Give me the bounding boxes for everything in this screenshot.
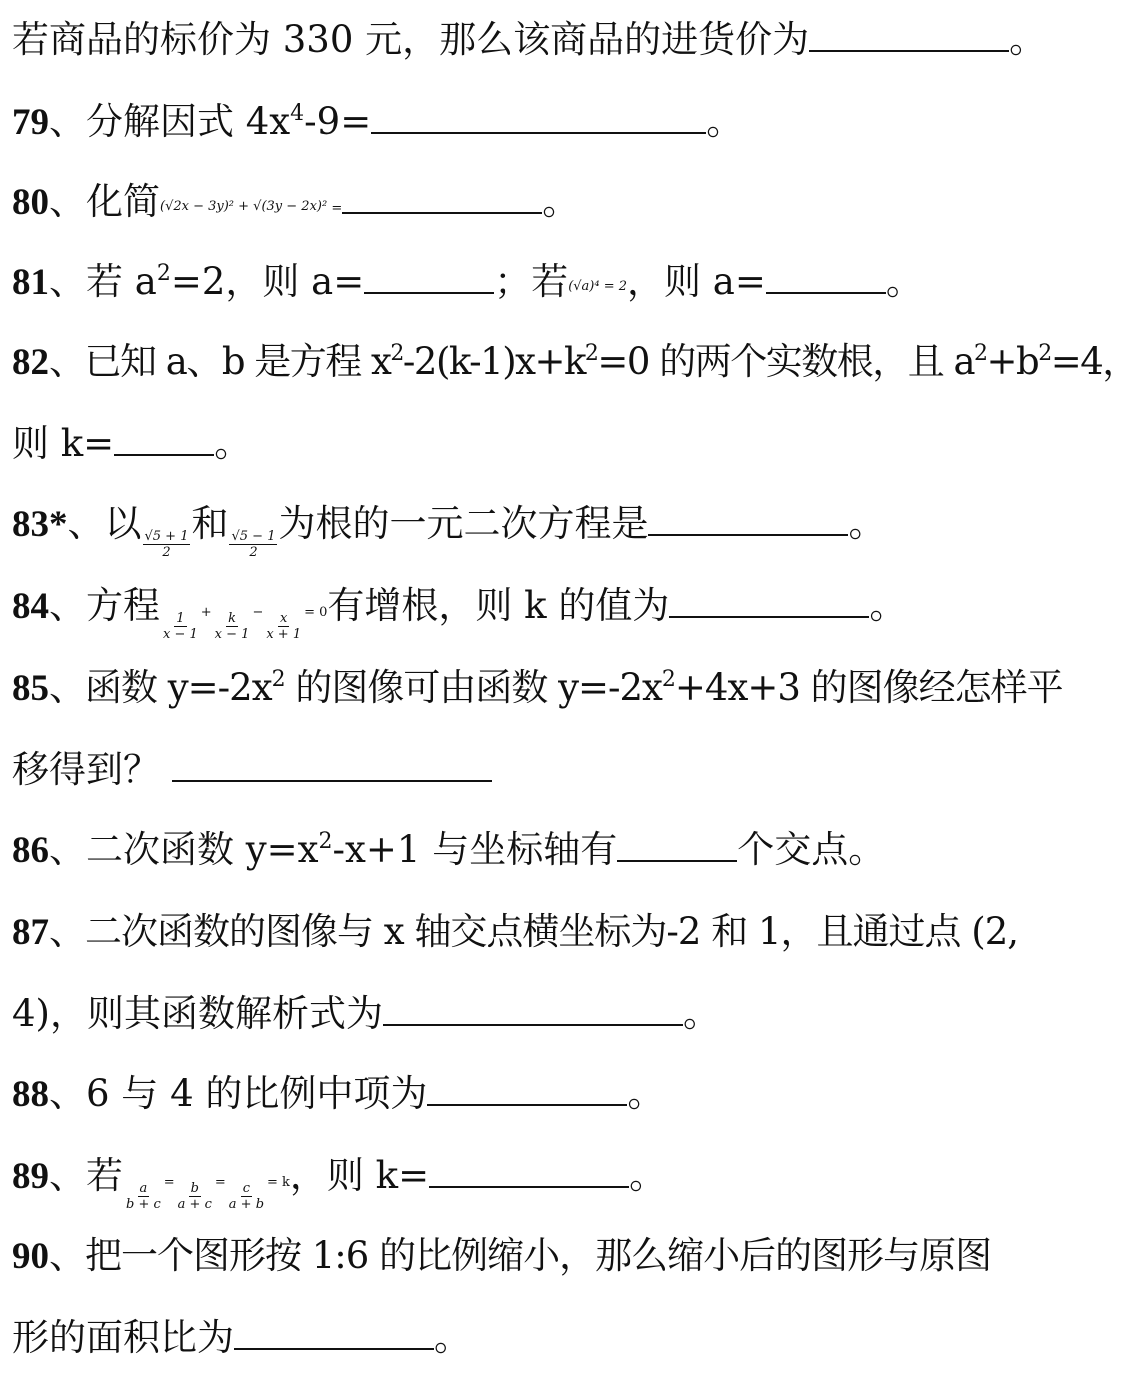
fraction-ratio2: $\frac{b}{a + c}$ <box>177 1181 212 1212</box>
fraction-term3: $\frac{x}{x + 1}$ <box>266 611 302 642</box>
question-82: 82、已知 a、b 是方程 $x^2-2(k-1)x+k^2=0$ 的两个实数根，且 $a^2+b^2=4$， <box>12 340 1138 383</box>
answer-blank[interactable] <box>669 586 869 618</box>
root-formula: (√a)⁴ = 2 <box>568 279 628 294</box>
answer-blank[interactable] <box>342 182 542 214</box>
question-90: 90、把一个图形按 1:6 的比例缩小，那么缩小后的图形与原图 <box>12 1234 992 1277</box>
question-85: 85、函数 $y=-2x^2$ 的图像可由函数 $y=-2x^2+4x+3$ 的图像经怎样平 <box>12 666 1063 709</box>
answer-blank[interactable] <box>383 994 683 1026</box>
question-78-tail: 若商品的标价为 330 元，那么该商品的进货价为 。 <box>12 18 1047 61</box>
question-90-cont: 形的面积比为 。 <box>12 1316 471 1359</box>
question-88: 88、6 与 4 的比例中项为 。 <box>12 1072 665 1115</box>
question-84: 84、方程 $\frac{1}{x - 1}$ + $\frac{k}{x - 1}$ − $\frac{x}{x + 1}$ = 0有增根，则 k 的值为 。 <box>12 584 907 642</box>
question-80: 80、化简(√2x − 3y)² + √(3y − 2x)² = 。 <box>12 180 580 223</box>
simplify-formula: (√2x − 3y)² + √(3y − 2x)² <box>160 199 328 214</box>
question-87-cont: 4)，则其函数解析式为 。 <box>12 992 720 1035</box>
answer-blank[interactable] <box>114 424 214 456</box>
question-79: 79、分解因式 $4x^4-9=$ 。 <box>12 100 744 143</box>
question-82-cont: 则 k= 。 <box>12 422 252 465</box>
answer-blank[interactable] <box>809 20 1009 52</box>
question-81: 81、若 $a^2=2$，则 a= ；若(√a)⁴ = 2，则 a= 。 <box>12 260 923 303</box>
fraction-ratio1: $\frac{a}{b + c}$ <box>126 1181 161 1212</box>
answer-blank[interactable] <box>371 102 706 134</box>
question-85-cont: 移得到？ <box>12 740 1072 800</box>
answer-blank[interactable] <box>766 262 886 294</box>
fraction-ratio3: $\frac{c}{a + b}$ <box>228 1181 265 1212</box>
answer-blank[interactable] <box>617 830 737 862</box>
answer-blank[interactable] <box>172 750 492 782</box>
question-86: 86、二次函数 $y=x^2-x+1$ 与坐标轴有 个交点。 <box>12 828 886 871</box>
fraction-root2: $\frac{√5 - 1}{2}$ <box>231 529 276 560</box>
question-89: 89、若 $\frac{a}{b + c}$ = $\frac{b}{a + c}$ = $\frac{c}{a + b}$ = k，则 k= 。 <box>12 1154 667 1212</box>
question-83: 83*、以 $\frac{√5 + 1}{2}$ 和 $\frac{√5 - 1}{2}$ 为根的一元二次方程是 。 <box>12 502 886 560</box>
fraction-root1: $\frac{√5 + 1}{2}$ <box>144 529 189 560</box>
answer-blank[interactable] <box>648 504 848 536</box>
answer-blank[interactable] <box>429 1156 629 1188</box>
fraction-term1: $\frac{1}{x - 1}$ <box>163 611 198 642</box>
answer-blank[interactable] <box>234 1318 434 1350</box>
answer-blank[interactable] <box>364 262 494 294</box>
answer-blank[interactable] <box>427 1074 627 1106</box>
fraction-term2: $\frac{k}{x - 1}$ <box>214 611 250 642</box>
question-87: 87、二次函数的图像与 x 轴交点横坐标为-2 和 1，且通过点 (2, <box>12 910 1018 953</box>
